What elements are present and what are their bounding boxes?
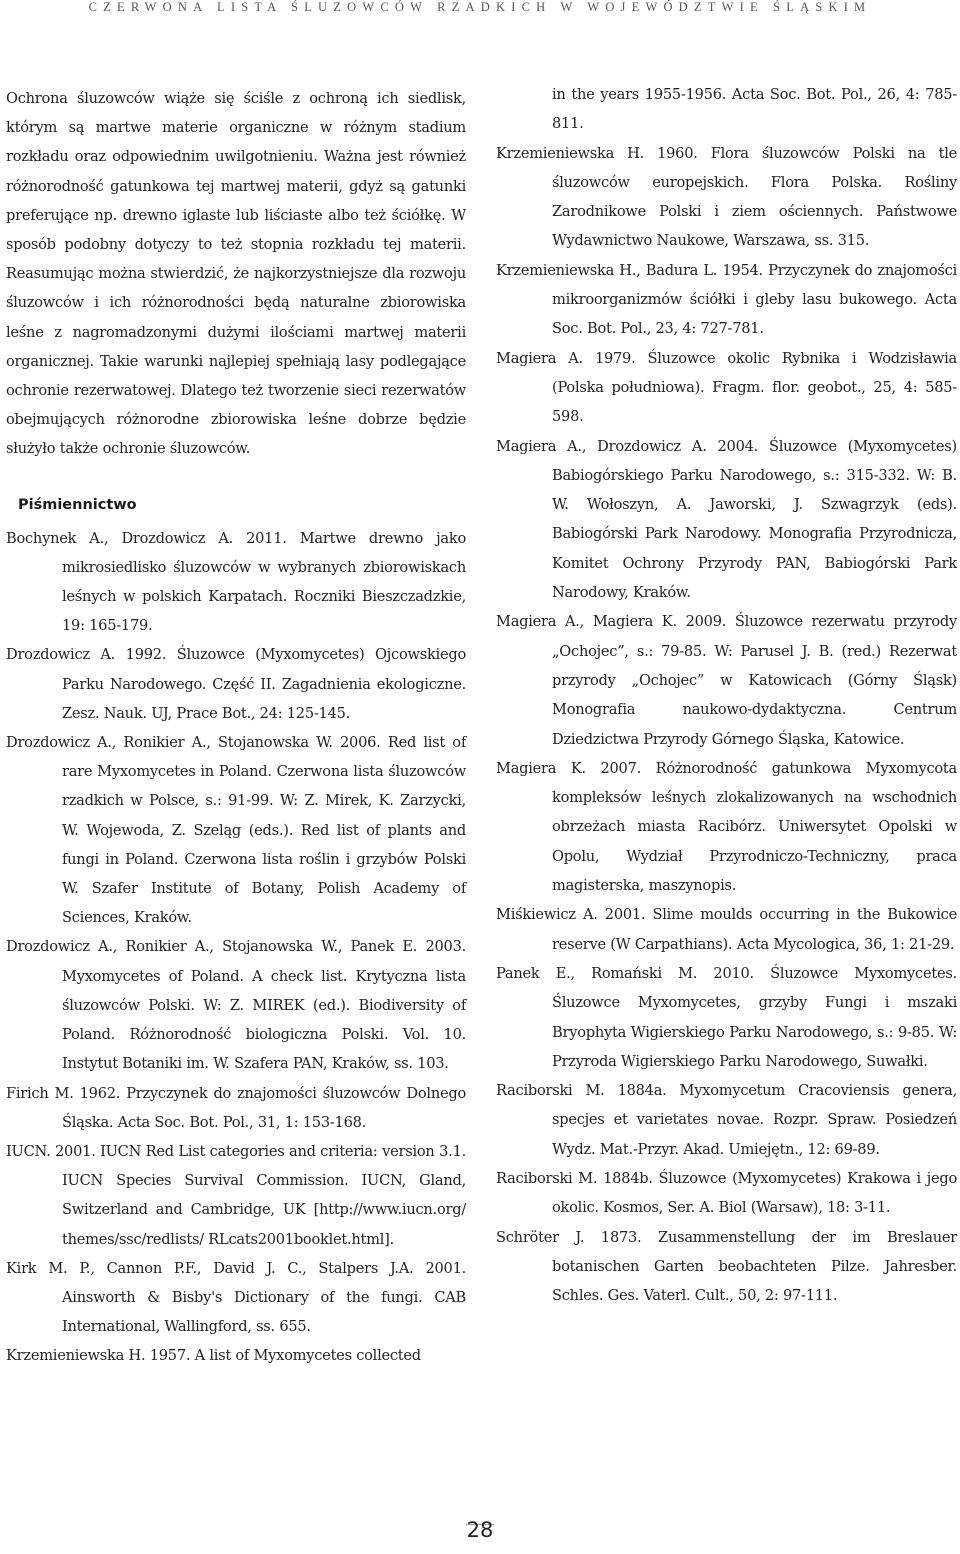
reference-item: Firich M. 1962. Przyczynek do znajomości śluzowców Dolnego Śląska. Acta Soc. Bot. Pol., 31, 1: 153-168. bbox=[6, 1084, 466, 1131]
reference-item: Krzemieniewska H. 1957. A list of Myxomycetes collected bbox=[6, 1347, 421, 1365]
reference-item: Schröter J. 1873. Zusammenstellung der im Breslauer botanischen Garten beobachteten Pilze. Jahresber. Schles. Ges. Vaterl. Cult., 50, 2: 97-111. bbox=[496, 1228, 957, 1305]
reference-item: Kirk M. P., Cannon P.F., David J. C., Stalpers J.A. 2001. Ainsworth & Bisby's Dictionary of the fungi. CAB International, Wallingford, ss. 655. bbox=[6, 1259, 466, 1336]
reference-item: Panek E., Romański M. 2010. Śluzowce Myxomycetes. Śluzowce Myxomycetes, grzyby Fungi i mszaki Bryophyta Wigierskiego Parku Narodowego, s.: 9-85. W: Przyroda Wigierskiego Parku Narodowego, Suwałki. bbox=[496, 964, 957, 1070]
reference-item: Magiera K. 2007. Różnorodność gatunkowa Myxomycota kompleksów leśnych zlokalizowanych na wschodnich obrzeżach miasta Racibórz. Uniwersytet Opolski w Opolu, Wydział Przyrodniczo-Techniczny, praca magisterska, maszynopis. bbox=[496, 759, 957, 895]
references-list-right bbox=[496, 80, 957, 1310]
references-list-left bbox=[6, 524, 466, 1371]
reference-item: Bochynek A., Drozdowicz A. 2011. Martwe drewno jako mikrosiedlisko śluzowców w wybranych zbiorowiskach leśnych w polskich Karpatach. Roczniki Bieszczadzkie, 19: 165-179. bbox=[6, 529, 466, 635]
running-head: CZERWONA LISTA ŚLUZOWCÓW RZADKICH W WOJEWÓDZTWIE ŚLĄSKIM bbox=[88, 0, 872, 14]
reference-item: Krzemieniewska H., Badura L. 1954. Przyczynek do znajomości mikroorganizmów ściółki i gleby lasu bukowego. Acta Soc. Bot. Pol., 23, 4: 727-781. bbox=[496, 261, 957, 338]
reference-item: Raciborski M. 1884a. Myxomycetum Cracoviensis genera, specjes et varietates novae. Rozpr. Spraw. Posiedzeń Wydz. Mat.-Przyr. Akad. Umiejętn., 12: 69-89. bbox=[496, 1082, 957, 1158]
right-column bbox=[496, 80, 957, 1310]
reference-item: Drozdowicz A. 1992. Śluzowce (Myxomycetes) Ojcowskiego Parku Narodowego. Część II. Zagadnienia ekologiczne. Zesz. Nauk. UJ, Prace Bot., 24: 125-145. bbox=[6, 646, 466, 722]
reference-item: Krzemieniewska H. 1960. Flora śluzowców Polski na tle śluzowców europejskich. Flora Polska. Rośliny Zarodnikowe Polski i ziem ościennych. Państwowe Wydawnictwo Naukowe, Warszawa, ss. 315. bbox=[496, 144, 957, 250]
reference-item: Drozdowicz A., Ronikier A., Stojanowska W., Panek E. 2003. Myxomycetes of Poland. A check list. Krytyczna lista śluzowców Polski. W: Z. MIREK (ed.). Biodiversity of Poland. Różnorodność biologiczna Polski. Vol. 10. Instytut Botaniki im. W. Szafera PAN, Kraków, ss. 103. bbox=[6, 938, 466, 1073]
section-heading: Piśmiennictwo bbox=[18, 496, 137, 513]
reference-item: Magiera A., Magiera K. 2009. Śluzowce rezerwatu przyrody „Ochojec”, s.: 79-85. W: Parusel J. B. (red.) Rezerwat przyrody „Ochojec” w Katowicach (Górny Śląsk) Monografia naukowo-dydaktyczna. Centrum Dziedzictwa Przyrody Górnego Śląska, Katowice. bbox=[496, 613, 957, 748]
reference-item: IUCN. 2001. IUCN Red List categories and criteria: version 3.1. IUCN Species Survival Commission. IUCN, Gland, Switzerland and Cambridge, UK [http://www.iucn.org/ themes/ssc/redlists/ RLcats2001booklet.html]. bbox=[6, 1142, 466, 1248]
reference-item: Raciborski M. 1884b. Śluzowce (Myxomycetes) Krakowa i jego okolic. Kosmos, Ser. A. Biol (Warsaw), 18: 3-11. bbox=[496, 1169, 957, 1217]
reference-item: Magiera A., Drozdowicz A. 2004. Śluzowce (Myxomycetes) Babiogórskiego Parku Narodowego, s.: 315-332. W: B. W. Wołoszyn, A. Jaworski, J. Szwagrzyk (eds). Babiogórski Park Narodowy. Monografia Przyrodnicza, Komitet Ochrony Przyrody PAN, Babiogórski Park Narodowy, Kraków. bbox=[496, 437, 957, 602]
left-column bbox=[6, 84, 466, 1371]
page-number: 28 bbox=[466, 1518, 494, 1542]
reference-item: Drozdowicz A., Ronikier A., Stojanowska W. 2006. Red list of rare Myxomycetes in Poland. Czerwona lista śluzowców rzadkich w Polsce, s.: 91-99. W: Z. Mirek, K. Zarzycki, W. Wojewoda, Z. Szeląg (eds.). Red list of plants and fungi in Poland. Czerwona lista roślin i grzybów Polski W. Szafer Institute of Botany, Polish Academy of Sciences, Kraków. bbox=[6, 734, 466, 927]
intro-paragraph: Ochrona śluzowców wiąże się ściśle z ochroną ich siedlisk, którym są martwe materie organiczne w różnym stadium rozkładu oraz odpowiednim uwilgotnieniu. Ważna jest również różnorodność gatunkowa tej martwej materii, gdyż są gatunki preferujące np. drewno iglaste lub liściaste albo też ściółkę. W sposób podobny dotyczy to też stopnia rozkładu tej materii. Reasumując można stwierdzić, że najkorzystniejsze dla rozwoju śluzowców i ich różnorodności będą naturalne zbiorowiska leśne z nagromadzonymi dużymi ilościami martwej materii organicznej. Takie warunki najlepiej spełniają lasy podlegające ochronie rezerwatowej. Dlatego też tworzenie sieci rezerwatów obejmujących różnorodne zbiorowiska leśne dobrze będzie służyło także ochronie śluzowców. bbox=[6, 90, 466, 458]
reference-continuation: in the years 1955-1956. Acta Soc. Bot. Pol., 26, 4: 785-811. bbox=[552, 86, 957, 133]
reference-item: Miśkiewicz A. 2001. Slime moulds occurring in the Bukowice reserve (W Carpathians). Acta Mycologica, 36, 1: 21-29. bbox=[496, 906, 957, 953]
reference-item: Magiera A. 1979. Śluzowce okolic Rybnika i Wodzisławia (Polska południowa). Fragm. flor. geobot., 25, 4: 585-598. bbox=[496, 349, 957, 426]
